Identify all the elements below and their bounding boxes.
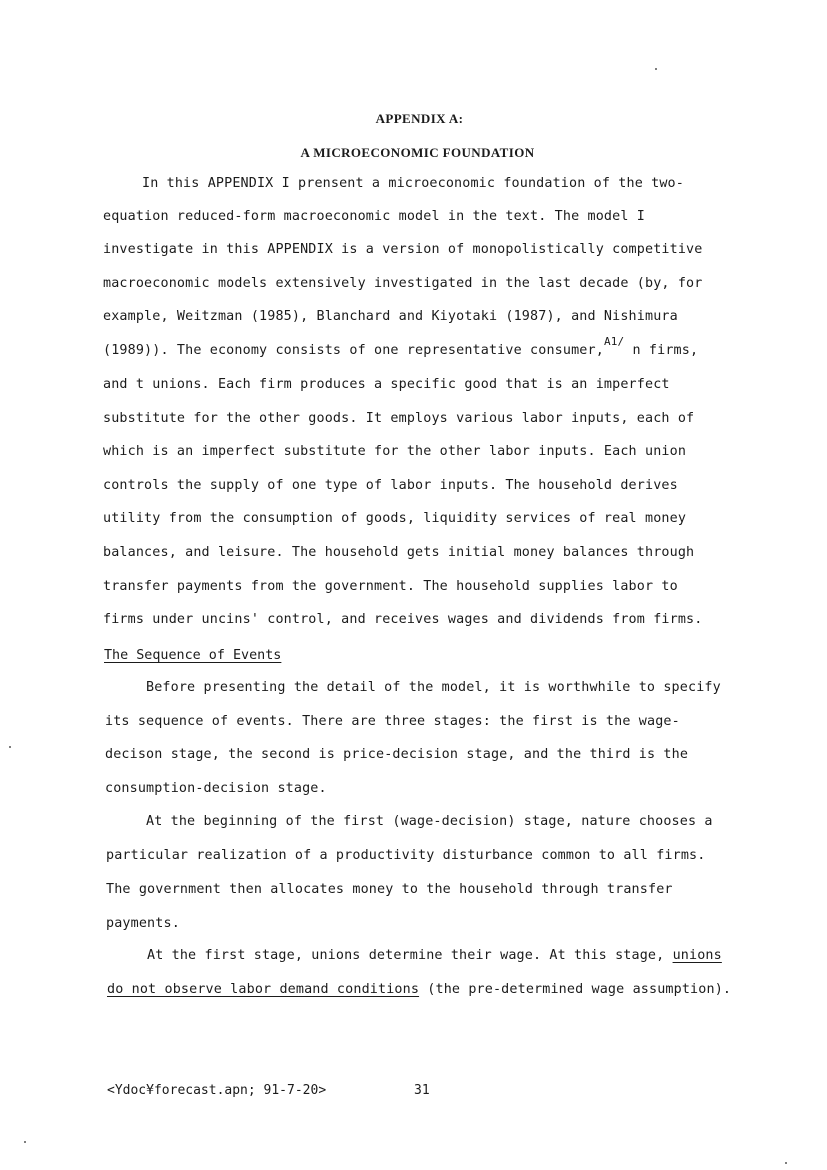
para3-line-1: At the beginning of the first (wage-decision) stage, nature chooses a bbox=[146, 814, 713, 829]
appendix-heading: APPENDIX A: bbox=[375, 111, 464, 126]
para3-line-4: payments. bbox=[106, 916, 180, 931]
intro-line-6-tail: n firms, bbox=[624, 343, 699, 358]
intro-line-1: In this APPENDIX I prensent a microeconomic foundation of the two- bbox=[142, 176, 684, 191]
appendix-title: A MICROECONOMIC FOUNDATION bbox=[300, 145, 535, 160]
para4-underlined-unions: unions bbox=[672, 948, 722, 963]
intro-line-13: transfer payments from the government. The household supplies labor to bbox=[103, 579, 678, 594]
intro-line-9: which is an imperfect substitute for the other labor inputs. Each union bbox=[103, 444, 687, 459]
para3-line-2: particular realization of a productivity disturbance common to all firms. bbox=[106, 848, 706, 863]
para2-line-2: its sequence of events. There are three stages: the first is the wage- bbox=[105, 714, 680, 729]
intro-line-8: substitute for the other goods. It employs various labor inputs, each of bbox=[103, 411, 695, 426]
intro-line-2: equation reduced-form macroeconomic model in the text. The model I bbox=[103, 209, 645, 224]
para2-line-3: decison stage, the second is price-decision stage, and the third is the bbox=[105, 747, 689, 762]
intro-line-3: investigate in this APPENDIX is a version of monopolistically competitive bbox=[103, 242, 703, 257]
intro-line-4: macroeconomic models extensively investigated in the last decade (by, for bbox=[103, 276, 703, 291]
intro-line-6-text: (1989)). The economy consists of one representative consumer, bbox=[103, 343, 604, 358]
scan-speck bbox=[655, 68, 657, 70]
para4-line-2 bbox=[107, 982, 731, 997]
footer-file-path: <Ydoc¥forecast.apn; 91-7-20> bbox=[107, 1083, 327, 1098]
section-title: The Sequence of Events bbox=[104, 648, 282, 663]
scan-speck bbox=[24, 1141, 26, 1143]
para3-line-3: The government then allocates money to the household through transfer bbox=[106, 882, 673, 897]
intro-line-10: controls the supply of one type of labor inputs. The household derives bbox=[103, 478, 678, 493]
scan-speck bbox=[9, 746, 11, 748]
scan-speck bbox=[785, 1162, 787, 1164]
intro-line-14: firms under uncins' control, and receives wages and dividends from firms. bbox=[103, 612, 703, 627]
page-number: 31 bbox=[414, 1083, 430, 1098]
para2-line-4: consumption-decision stage. bbox=[105, 781, 327, 796]
para4-underlined-phrase: do not observe labor demand conditions bbox=[107, 982, 420, 997]
intro-line-5: example, Weitzman (1985), Blanchard and Kiyotaki (1987), and Nishimura bbox=[103, 309, 678, 324]
para4-line-1-text: At the first stage, unions determine their wage. At this stage, bbox=[147, 948, 673, 963]
intro-line-6 bbox=[103, 335, 699, 358]
para4-line-2-text: (the pre-determined wage assumption). bbox=[419, 982, 732, 997]
intro-line-7: and t unions. Each firm produces a specific good that is an imperfect bbox=[103, 377, 670, 392]
para2-line-1: Before presenting the detail of the model, it is worthwhile to specify bbox=[146, 680, 721, 695]
para4-line-1 bbox=[147, 948, 722, 963]
footnote-marker: A1/ bbox=[603, 335, 625, 348]
intro-line-11: utility from the consumption of goods, liquidity services of real money bbox=[103, 511, 687, 526]
intro-line-12: balances, and leisure. The household gets initial money balances through bbox=[103, 545, 695, 560]
